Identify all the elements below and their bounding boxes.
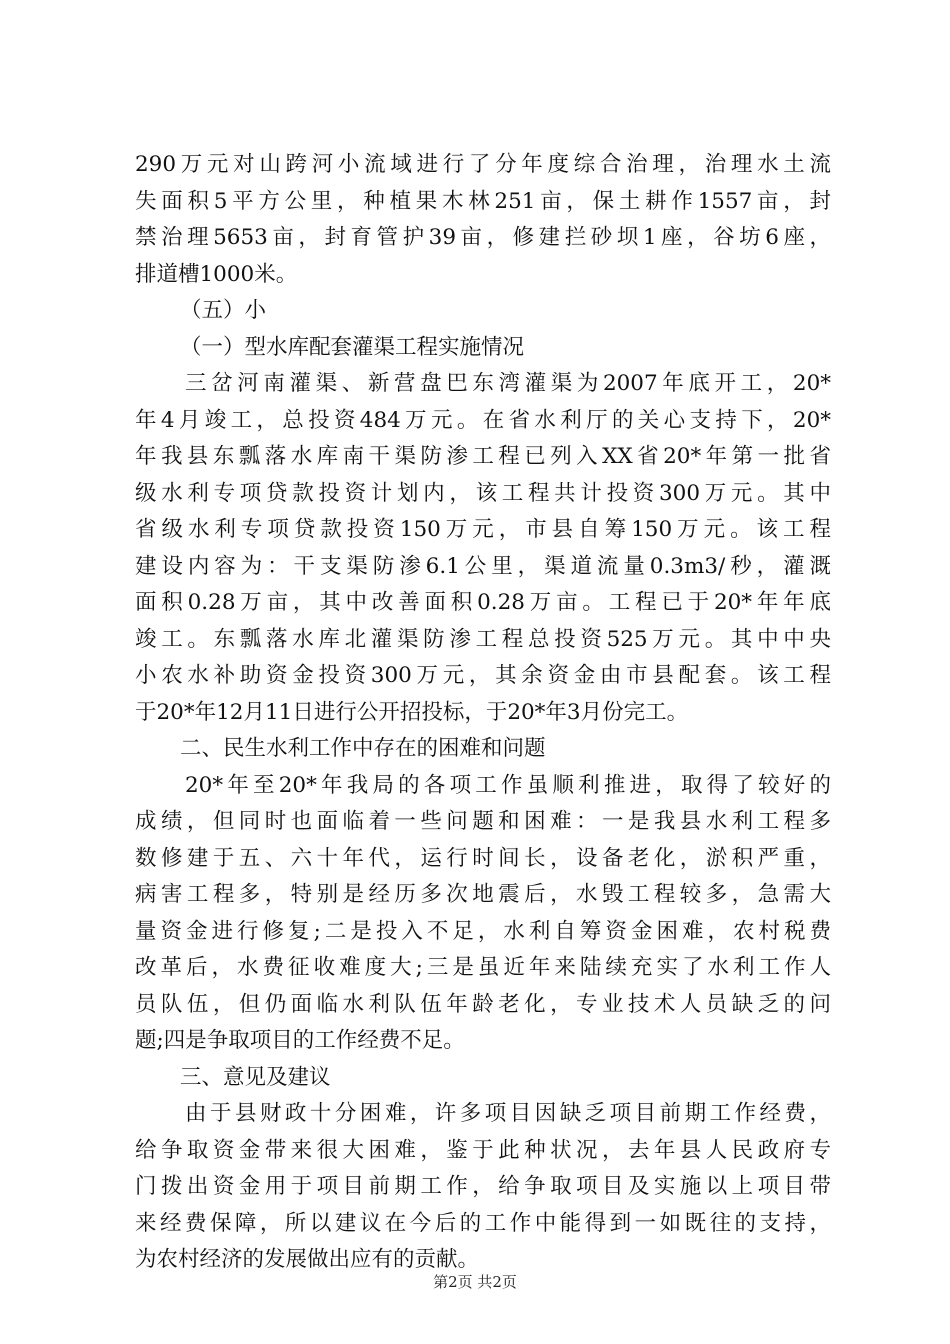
section-heading: （五）小 (180, 298, 267, 323)
text-line: 禁治理5653亩，封育管护39亩，修建拦砂坝1座，谷坊6座， (135, 225, 831, 250)
text-line: 改革后，水费征收难度大;三是虽近年来陆续充实了水利工作人 (135, 955, 831, 980)
text-line: 于20*年12月11日进行公开招投标，于20*年3月份完工。 (135, 699, 689, 725)
section-heading: 三、意见及建议 (180, 1064, 331, 1090)
text-line: 竣工。东瓢落水库北灌渠防渗工程总投资525万元。其中中央 (135, 626, 831, 652)
text-line: 小农水补助资金投资300万元，其余资金由市县配套。该工程 (135, 663, 831, 688)
text-line: 建设内容为：干支渠防渗6.1公里，渠道流量0.3m3/秒，灌溉 (135, 553, 831, 579)
document-body (135, 147, 831, 1279)
text-line: 年4月竣工，总投资484万元。在省水利厅的关心支持下，20* (135, 407, 831, 433)
text-line: 级水利专项贷款投资计划内，该工程共计投资300万元。其中 (135, 480, 831, 506)
text-line: 题;四是争取项目的工作经费不足。 (135, 1028, 465, 1053)
text-line: 来经费保障，所以建议在今后的工作中能得到一如既往的支持， (135, 1210, 831, 1236)
page-number-footer: 第2页 共2页 (433, 1273, 517, 1291)
text-line: 员队伍，但仍面临水利队伍年龄老化，专业技术人员缺乏的问 (135, 991, 831, 1017)
text-line: 失面积5平方公里，种植果木林251亩，保土耕作1557亩，封 (135, 188, 831, 214)
text-line: 年我县东瓢落水库南干渠防渗工程已列入XX省20*年第一批省 (135, 444, 831, 469)
text-line: 给争取资金带来很大困难，鉴于此种状况，去年县人民政府专 (135, 1137, 831, 1163)
text-line: 排道槽1000米。 (135, 261, 298, 287)
text-line: 门拨出资金用于项目前期工作，给争取项目及实施以上项目带 (135, 1174, 831, 1199)
text-line: 成绩，但同时也面临着一些问题和困难：一是我县水利工程多 (135, 809, 831, 834)
section-heading: 二、民生水利工作中存在的困难和问题 (180, 736, 546, 761)
section-heading: （一）型水库配套灌渠工程实施情况 (180, 334, 525, 360)
text-line: 数修建于五、六十年代，运行时间长，设备老化，淤积严重， (135, 845, 831, 871)
text-line: 290万元对山跨河小流域进行了分年度综合治理，治理水土流 (135, 152, 831, 177)
text-line: 病害工程多，特别是经历多次地震后，水毁工程较多，急需大 (135, 882, 831, 907)
text-line: 省级水利专项贷款投资150万元，市县自筹150万元。该工程 (135, 517, 831, 542)
text-line: 20*年至20*年我局的各项工作虽顺利推进，取得了较好的 (185, 772, 831, 798)
text-line: 为农村经济的发展做出应有的贡献。 (135, 1247, 480, 1272)
text-line: 三岔河南灌渠、新营盘巴东湾灌渠为2007年底开工，20* (185, 371, 831, 396)
text-line: 由于县财政十分困难，许多项目因缺乏项目前期工作经费， (185, 1101, 831, 1126)
text-line: 面积0.28万亩，其中改善面积0.28万亩。工程已于20*年年底 (135, 590, 831, 615)
text-line: 量资金进行修复;二是投入不足，水利自筹资金困难，农村税费 (135, 918, 831, 944)
